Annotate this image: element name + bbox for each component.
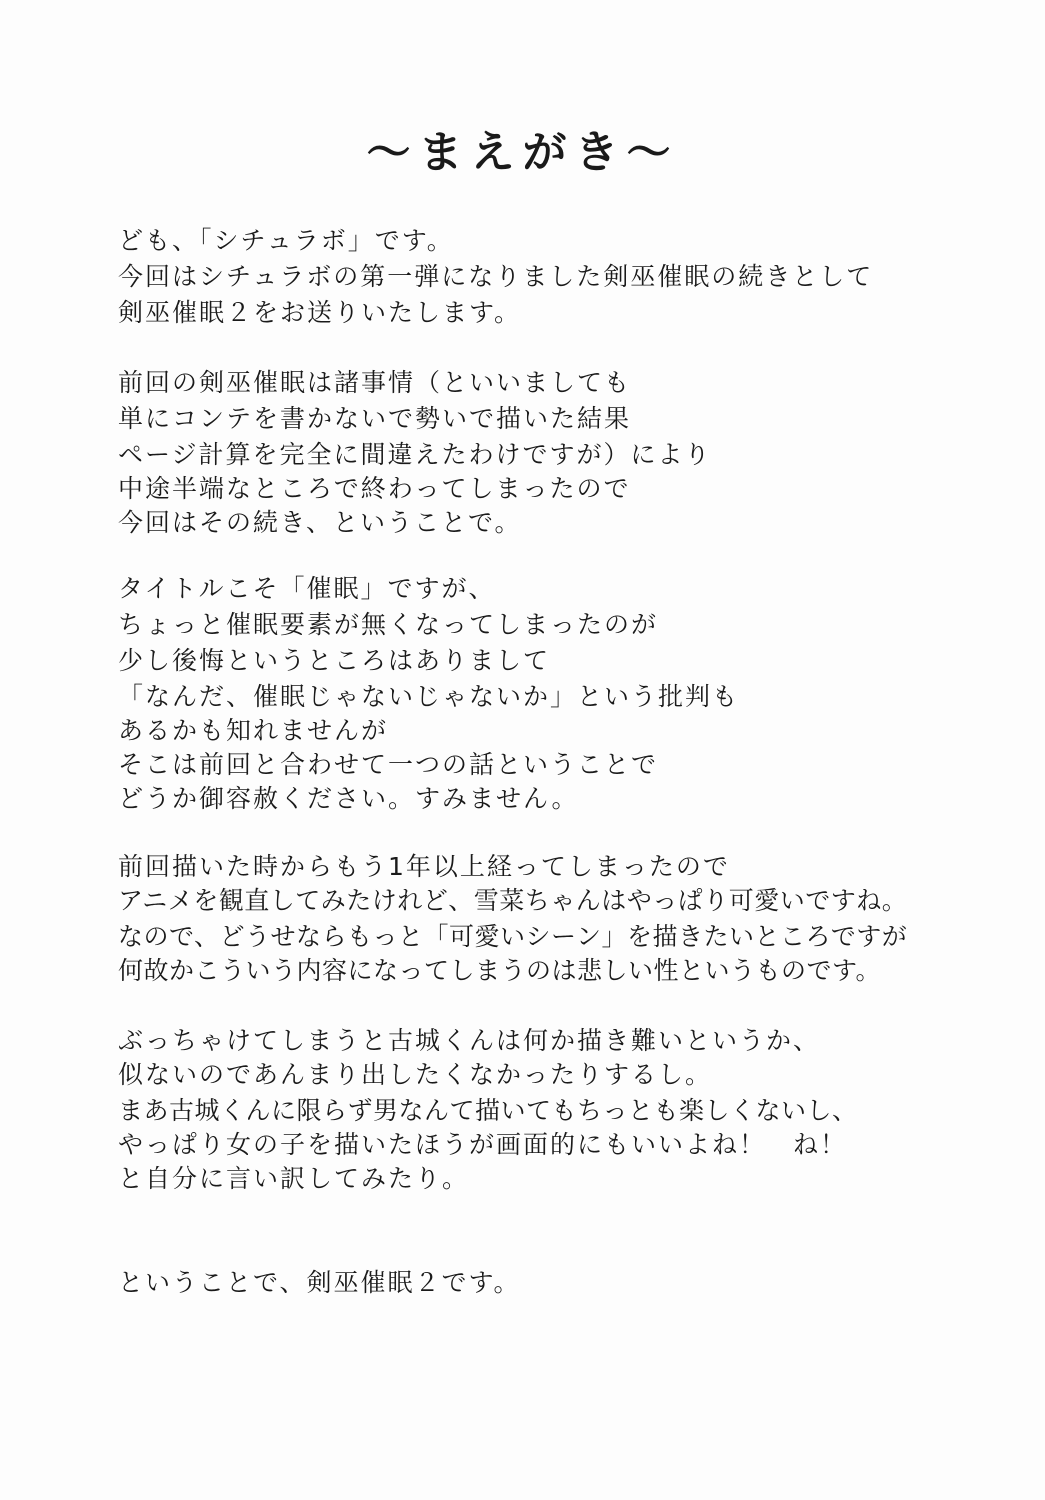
text-line: 前回の剣巫催眠は諸事情（といいましても (118, 368, 632, 397)
text-line: と自分に言い訳してみたり。 (118, 1164, 470, 1193)
text-line: 中途半端なところで終わってしまったので (118, 474, 631, 503)
text-line: そこは前回と合わせて一つの話ということで (118, 750, 659, 779)
text-line: あるかも知れませんが (118, 716, 389, 745)
text-line: アニメを観直してみたけれど、雪菜ちゃんはやっぱり可愛いですね。 (118, 886, 908, 915)
text-line: 何故かこういう内容になってしまうのは悲しい性というものです。 (118, 956, 882, 985)
page-title: 〜まえがき〜 (366, 127, 679, 178)
text-line: ども、「シチュラボ」です。 (118, 226, 454, 255)
text-line: どうか御容赦ください。すみません。 (118, 784, 579, 813)
text-line: ちょっと催眠要素が無くなってしまったのが (118, 610, 659, 639)
text-line: 前回描いた時からもう1年以上経ってしまったので (118, 852, 730, 881)
text-line: ページ計算を完全に間違えたわけですが）により (118, 440, 712, 469)
text-line: やっぱり女の子を描いたほうが画面的にもいいよね！ ね！ (118, 1130, 848, 1159)
text-line: ぶっちゃけてしまうと古城くんは何か描き難いというか、 (118, 1026, 821, 1055)
text-line: 似ないのであんまり出したくなかったりするし。 (118, 1060, 713, 1089)
text-line: なので、どうせならもっと「可愛いシーン」を描きたいところですが (118, 922, 908, 951)
text-line: 単にコンテを書かないで勢いで描いた結果 (118, 404, 632, 433)
text-line: 今回はその続き、ということで。 (118, 508, 522, 537)
text-line: まあ古城くんに限らず男なんて描いてもちっとも楽しくないし、 (118, 1096, 858, 1125)
text-line: 少し後悔というところはありまして (118, 646, 551, 675)
text-line: ということで、剣巫催眠２です。 (118, 1268, 521, 1297)
text-line: 「なんだ、催眠じゃないじゃないか」という批判も (118, 682, 740, 711)
text-line: 剣巫催眠２をお送りいたします。 (118, 298, 522, 327)
text-line: 今回はシチュラボの第一弾になりました剣巫催眠の続きとして (118, 262, 874, 291)
text-line: タイトルこそ「催眠」ですが、 (118, 574, 496, 603)
